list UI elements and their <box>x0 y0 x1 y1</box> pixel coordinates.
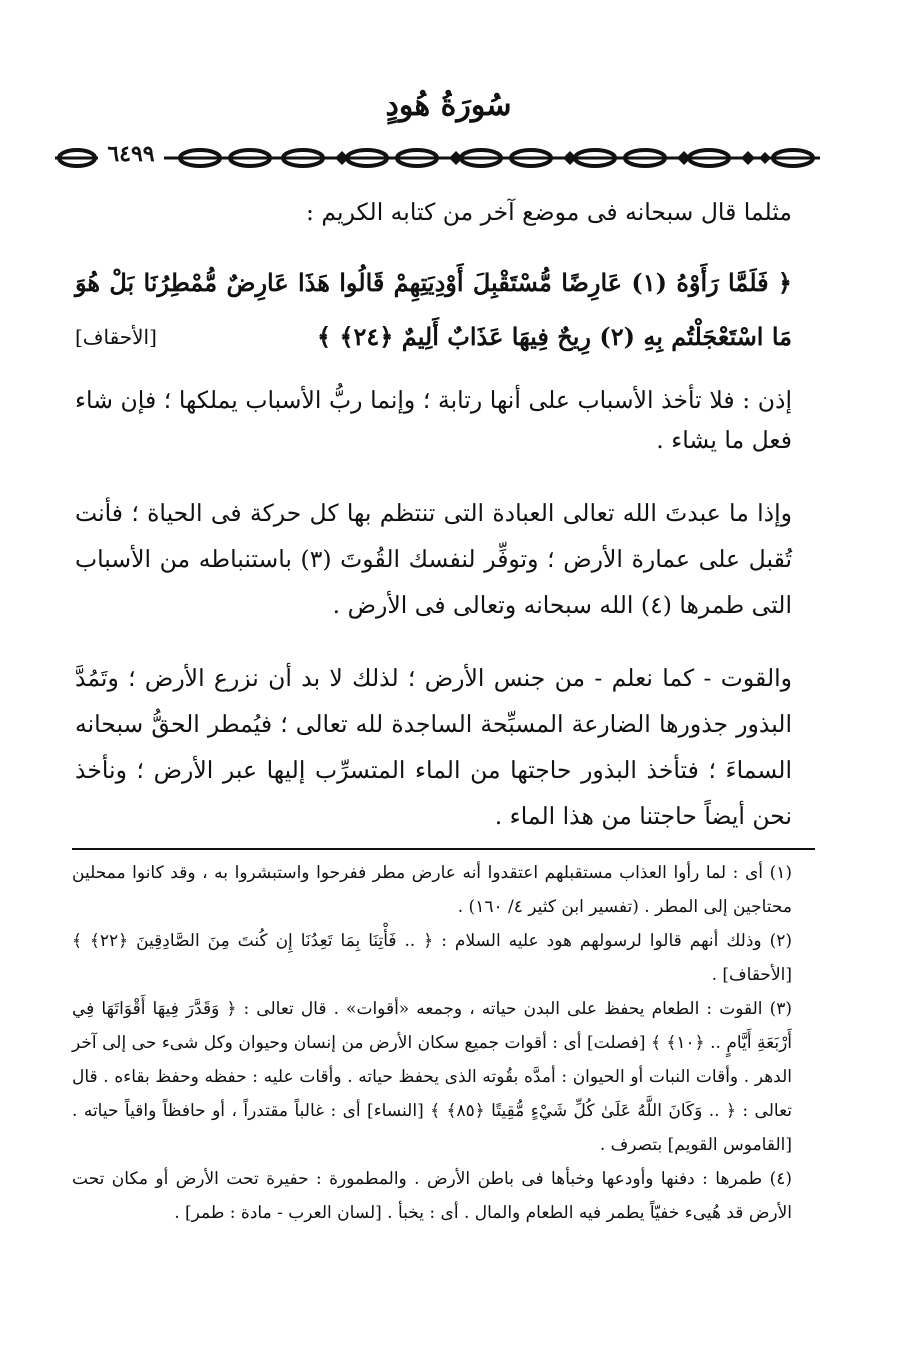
footnote-4: (٤) طمرها : دفنها وأودعها وخبأها فى باطن الأرض . والمطمورة : حفيرة تحت الأرض أو مكان تحت الأرض قد هُيىء خفيّاً يطمر فيه الطعام والمال . أى : يخبأ . [لسان العرب - مادة : طمر] . <box>72 1169 792 1223</box>
verse-reference: [الأحقاف] <box>75 325 157 349</box>
quran-verse <box>75 256 792 364</box>
page-number: ٦٤٩٩ <box>98 141 164 167</box>
intro-text: مثلما قال سبحانه فى موضع آخر من كتابه الكريم : <box>306 198 792 226</box>
ornament-border <box>55 140 820 176</box>
verse-text: ﴿ فَلَمَّا رَأَوْهُ (١) عَارِضًا مُّسْتَقْبِلَ أَوْدِيَتِهِمْ قَالُوا هَذَا عَارِضٌ مُّمْطِرُنَا بَلْ هُوَ مَا اسْتَعْجَلْتُم بِهِ (٢) رِيحٌ فِيهَا عَذَابٌ أَلِيمٌ ﴿٢٤﴾ ﴾ <box>75 268 792 351</box>
paragraph-text: والقوت - كما نعلم - من جنس الأرض ؛ لذلك لا بد أن نزرع الأرض ؛ وتَمُدَّ البذور جذورها الضارعة المسبِّحة الساجدة لله تعالى ؛ فيُمطر الحقُّ سبحانه السماءَ ؛ فتأخذ البذور حاجتها من الماء المتسرِّب إليها عبر الأرض ؛ ونأخذ نحن أيضاً حاجتنا من هذا الماء . <box>75 664 792 830</box>
paragraph-text: وإذا ما عبدتَ الله تعالى العبادة التى تنتظم بها كل حركة فى الحياة ؛ فأنت تُقبل على عمارة الأرض ؛ وتوفِّر لنفسك القُوتَ (٣) باستنباطه من الأسباب التى طمرها (٤) الله سبحانه وتعالى فى الأرض . <box>75 499 793 619</box>
footnote-2: (٢) وذلك أنهم قالوا لرسولهم هود عليه السلام : ﴿ .. فَأْتِنَا بِمَا تَعِدُنَا إِن كُنتَ مِنَ الصَّادِقِينَ ﴿٢٢﴾ ﴾ [الأحقاف] . <box>72 931 793 985</box>
footnotes <box>72 856 792 1230</box>
footnote-3: (٣) القوت : الطعام يحفظ على البدن حياته ، وجمعه «أقوات» . قال تعالى : ﴿ وَقَدَّرَ فِيهَا أَقْوَاتَهَا فِي أَرْبَعَةِ أَيَّامٍ .. ﴿١٠﴾ ﴾ [فصلت] أى : أقوات جميع سكان الأرض من إنسان وحيوان وكل شىء حى إلى آخر الدهر . وأقات النبات أو الحيوان : أمدَّه بقُوته الذى يحفظ حياته . وأقات عليه : حفظه وحفظ بقاءه . قال تعالى : ﴿ .. وَكَانَ اللَّهُ عَلَىٰ كُلِّ شَيْءٍ مُّقِيتًا ﴿٨٥﴾ ﴾ [النساء] أى : غالباً مقتدراً ، أو حافظاً واقياً حياته . [القاموس القويم] بتصرف . <box>72 999 793 1155</box>
paragraph-2 <box>75 490 792 628</box>
paragraph-3 <box>75 655 792 839</box>
footnote-1: (١) أى : لما رأوا العذاب مستقبلهم اعتقدوا أنه عارض مطر ففرحوا واستبشروا به ، وقد كانوا ممحلين محتاجين إلى المطر . (تفسير ابن كثير ٤/ ١٦٠) . <box>72 863 792 917</box>
surah-title: سُورَةُ هُودٍ <box>385 88 512 123</box>
paragraph-1 <box>75 380 792 460</box>
paragraph-text: إذن : فلا تأخذ الأسباب على أنها رتابة ؛ وإنما ربُّ الأسباب يملكها ؛ فإن شاء فعل ما يشاء . <box>75 386 792 454</box>
intro-line <box>75 192 792 232</box>
footnote-divider <box>72 848 815 850</box>
